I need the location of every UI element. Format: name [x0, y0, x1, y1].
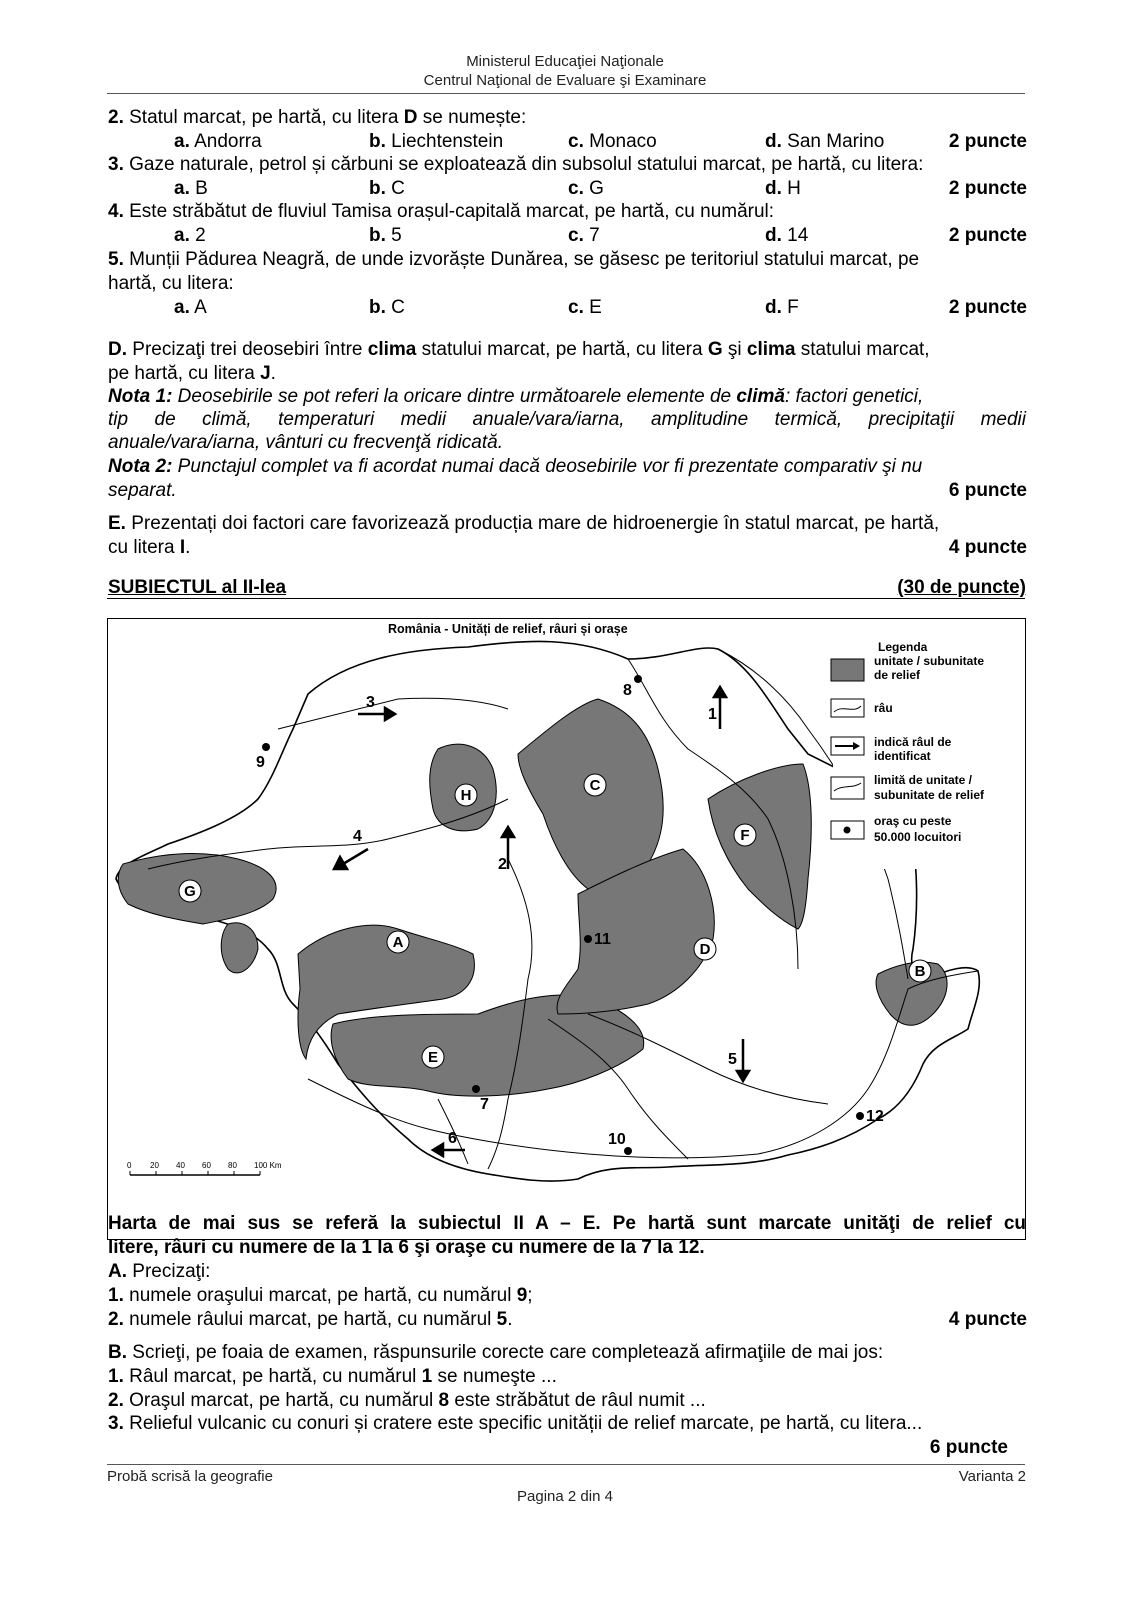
svg-text:20: 20 [150, 1161, 159, 1170]
number-label: 3 [366, 694, 375, 711]
city-10-marker [624, 1147, 632, 1155]
section-d-line1: D. Precizaţi trei deosebiri între clima statului marcat, pe hartă, cu litera G şi clima statului marcat, [108, 339, 930, 360]
legend-swatch-limit [831, 777, 864, 799]
sub2-intro-line1: Harta de mai sus se referă la subiectul II A – E. Pe hartă sunt marcate unităţi de relief cu [108, 1213, 1026, 1234]
question-5-cont: hartă, cu litera: [108, 273, 234, 294]
q4-option-b: b. 5 [369, 225, 402, 246]
sub2-a1: 1. numele oraşului marcat, pe hartă, cu numărul 9; [108, 1285, 533, 1306]
city-9-marker [262, 743, 270, 751]
q4-option-a: a. 2 [174, 225, 206, 246]
q5-option-c: c. E [568, 297, 602, 318]
svg-text:80: 80 [228, 1161, 237, 1170]
sub2-a2: 2. numele râului marcat, pe hartă, cu numărul 5. [108, 1309, 513, 1330]
letter-label: H [460, 787, 472, 804]
svg-text:râu: râu [874, 701, 893, 715]
header-ministry: Ministerul Educaţiei Naţionale [466, 53, 664, 70]
svg-text:indică râul de: indică râul de [874, 735, 952, 749]
number-label: 7 [480, 1096, 489, 1113]
section-d-points: 6 puncte [948, 480, 1027, 501]
sub2-a-points: 4 puncte [948, 1309, 1027, 1330]
number-label: 2 [498, 856, 507, 873]
scale-labels [127, 1161, 282, 1170]
city-8-marker [634, 675, 642, 683]
svg-text:unitate / subunitate: unitate / subunitate [874, 654, 985, 668]
footer-left: Probă scrisă la geografie [107, 1468, 273, 1485]
number-label: 1 [708, 706, 717, 723]
section-e-line1: E. Prezentați doi factori care favorizează producția mare de hidroenergie în statul marcat, pe hartă, [108, 513, 940, 534]
q5-option-d: d. F [765, 297, 799, 318]
q5-option-a: a. A [174, 297, 207, 318]
footer-page: Pagina 2 din 4 [517, 1488, 613, 1505]
city-7-marker [472, 1085, 480, 1093]
svg-text:100 Km: 100 Km [254, 1161, 282, 1170]
sub2-intro-line2: litere, râuri cu numere de la 1 la 6 şi oraşe cu numere de la 7 la 12. [108, 1237, 705, 1258]
header-center: Centrul Naţional de Evaluare şi Examinare [423, 72, 707, 89]
q2-option-a: a. Andorra [174, 131, 262, 152]
sub2-b1: 1. Râul marcat, pe hartă, cu numărul 1 se numeşte ... [108, 1366, 557, 1387]
subiect-2-points: (30 de puncte) [897, 577, 1026, 598]
number-label: 9 [256, 754, 265, 771]
q2-points: 2 puncte [948, 131, 1027, 152]
svg-text:identificat: identificat [874, 749, 931, 763]
footer-rule [107, 1464, 1025, 1465]
svg-text:oraş cu peste: oraş cu peste [874, 814, 952, 828]
q3-option-d: d. H [765, 178, 801, 199]
q5-points: 2 puncte [948, 297, 1027, 318]
svg-text:limită de unitate /: limită de unitate / [874, 773, 973, 787]
subiect-2-title: SUBIECTUL al II-lea [108, 577, 287, 598]
q2-option-b: b. Liechtenstein [369, 131, 504, 152]
city-12-marker [856, 1112, 864, 1120]
number-label: 6 [448, 1130, 457, 1147]
letter-label: F [740, 827, 750, 844]
section-d-line2: pe hartă, cu litera J. [108, 363, 276, 384]
nota1-line2: tip de climă, temperaturi medii anuale/vara/iarna, amplitudine termică, precipitaţii medii [108, 409, 1026, 430]
legend-swatch-relief [831, 659, 864, 681]
question-5: 5. Munții Pădurea Neagră, de unde izvorăște Dunărea, se găsesc pe teritoriul statului marcat, pe [108, 249, 920, 270]
sub2-b2: 2. Oraşul marcat, pe hartă, cu numărul 8 este străbătut de râul numit ... [108, 1390, 706, 1411]
question-3: 3. Gaze naturale, petrol și cărbuni se exploatează din subsolul statului marcat, pe hartă, cu litera: [108, 154, 924, 175]
q5-option-b: b. C [369, 297, 405, 318]
svg-text:de relief: de relief [874, 668, 921, 682]
letter-label: B [914, 963, 926, 980]
q4-points: 2 puncte [948, 225, 1027, 246]
romania-relief-map [107, 618, 1026, 1240]
nota1-line3: anuale/vara/iarna, vânturi cu frecvenţă ridicată. [108, 432, 503, 453]
nota1-line1: Nota 1: Deosebirile se pot referi la oricare dintre următoarele elemente de climă: factori genetici, [108, 386, 924, 407]
q3-points: 2 puncte [948, 178, 1027, 199]
number-label: 11 [594, 931, 611, 948]
subiect-2-rule [107, 598, 1025, 599]
number-label: 5 [728, 1051, 737, 1068]
letter-label: E [427, 1049, 439, 1066]
svg-text:0: 0 [127, 1161, 132, 1170]
sub2-b3: 3. Relieful vulcanic cu conuri și cratere este specific unității de relief marcate, pe hartă, cu litera... [108, 1413, 923, 1434]
map-title: România - Unități de relief, râuri și orașe [388, 622, 628, 636]
svg-text:50.000 locuitori: 50.000 locuitori [874, 830, 962, 844]
legend-title: Legenda [878, 640, 928, 654]
nota2-line2: separat. [108, 480, 177, 501]
question-2: 2. Statul marcat, pe hartă, cu litera D se numește: [108, 107, 527, 128]
section-e-points: 4 puncte [948, 537, 1027, 558]
relief-unit-g2 [221, 923, 258, 973]
q3-option-a: a. B [174, 178, 208, 199]
footer-right: Varianta 2 [958, 1468, 1026, 1485]
number-label: 12 [866, 1108, 884, 1125]
header-rule [107, 93, 1025, 94]
letter-label: D [699, 941, 711, 958]
svg-text:subunitate de relief: subunitate de relief [874, 788, 985, 802]
map-legend [831, 629, 1023, 869]
map-svg [108, 619, 1025, 1239]
q3-option-c: c. G [568, 178, 604, 199]
svg-text:60: 60 [202, 1161, 211, 1170]
q2-option-c: c. Monaco [568, 131, 657, 152]
question-4: 4. Este străbătut de fluviul Tamisa orașul-capitală marcat, pe hartă, cu numărul: [108, 201, 775, 222]
scale-bar [127, 1161, 282, 1175]
q2-option-d: d. San Marino [765, 131, 885, 152]
nota2-line1: Nota 2: Punctajul complet va fi acordat numai dacă deosebirile vor fi prezentate comparativ şi nu [108, 456, 923, 477]
letter-label: C [589, 777, 601, 794]
q4-option-d: d. 14 [765, 225, 809, 246]
svg-text:40: 40 [176, 1161, 185, 1170]
sub2-a-heading: A. Precizaţi: [108, 1261, 211, 1282]
q4-option-c: c. 7 [568, 225, 600, 246]
section-e-line2: cu litera I. [108, 537, 191, 558]
sub2-b-points: 6 puncte [929, 1437, 1008, 1458]
q3-option-b: b. C [369, 178, 405, 199]
number-label: 10 [608, 1131, 626, 1148]
letter-label: A [392, 934, 404, 951]
number-label: 8 [623, 682, 632, 699]
city-11-marker [584, 935, 592, 943]
sub2-b-heading: B. Scrieţi, pe foaia de examen, răspunsurile corecte care completează afirmaţiile de mai jos: [108, 1342, 884, 1363]
number-label: 4 [353, 828, 362, 845]
letter-label: G [184, 883, 196, 900]
